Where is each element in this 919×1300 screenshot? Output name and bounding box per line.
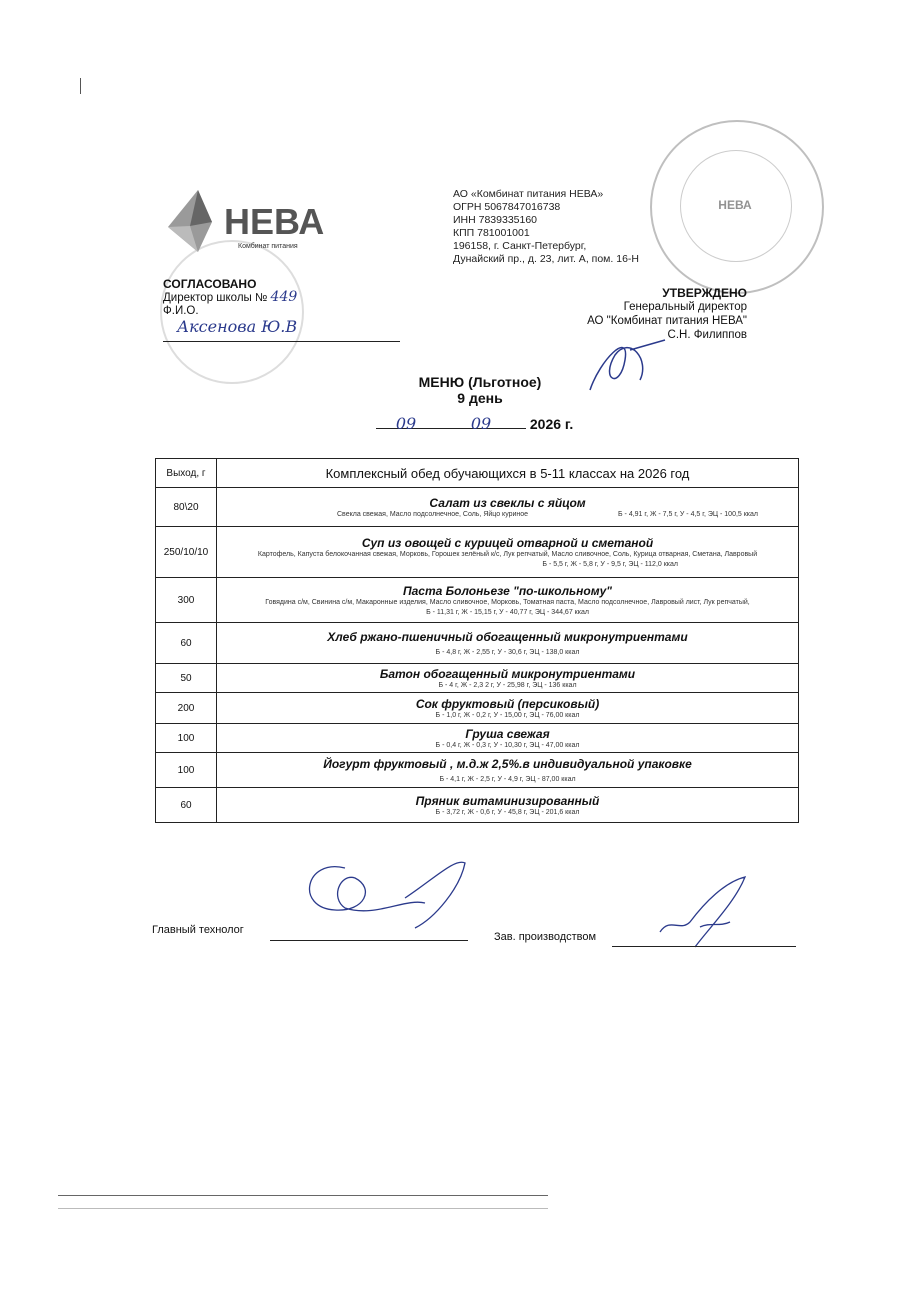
company-line: КПП 781001001 [453,227,530,239]
dish-name: Йогурт фруктовый , м.д.ж 2,5%.в индивидуальной упаковке [323,757,692,771]
menu-title: МЕНЮ (Льготное) [418,374,542,390]
technologist-signature-line [270,940,468,941]
dish-ingredients: Говядина с/м, Свинина с/м, Макаронные изделия, Масло сливочное, Морковь, Томатная паста, Масло подсолнечное, Лавровый лист, Лук репчатый, [265,599,750,606]
school-number: 449 [270,289,298,305]
menu-title-block [380,374,580,406]
row-weight: 60 [156,788,217,823]
dish-name: Батон обогащенный микронутриентами [379,667,636,681]
table-header-row [156,459,799,488]
agreed-director-label: Директор школы № [163,292,268,304]
agreed-fio-label: Ф.И.О. [163,305,199,317]
dish-nutrition: Б - 4,8 г, Ж - 2,55 г, У - 30,6 г, ЭЦ - 138,0 ккал [435,649,580,656]
row-dish [217,623,799,664]
menu-table [155,458,799,823]
menu-day: 9 день [457,390,503,406]
logo-sub-text: Комбинат питания [238,243,298,250]
table-row [156,488,799,527]
footer-rule [58,1195,548,1196]
table-row [156,788,799,823]
row-dish [217,724,799,753]
director-signature [570,320,670,400]
company-line: Дунайский пр., д. 23, лит. А, пом. 16-Н [453,253,639,265]
agreed-signature: Аксенова Ю.В [177,317,298,336]
approved-heading: УТВЕРЖДЕНО [662,286,747,300]
dish-nutrition: Б - 11,31 г, Ж - 15,15 г, У - 40,77 г, ЭЦ - 344,67 ккал [426,609,589,616]
technologist-signature [285,848,485,938]
row-dish [217,693,799,724]
table-row [156,623,799,664]
row-weight: 300 [156,578,217,623]
company-details [453,188,639,266]
row-dish [217,664,799,693]
approved-organization: АО "Комбинат питания НЕВА" [587,315,747,327]
table-row [156,527,799,578]
row-weight: 60 [156,623,217,664]
dish-ingredients: Свекла свежая, Масло подсолнечное, Соль, Яйцо куриное [337,511,529,518]
logo-brand-text: НЕВА [224,201,325,242]
date-year: 2026 г. [529,416,574,432]
dish-nutrition: Б - 0,4 г, Ж - 0,3 г, У - 10,30 г, ЭЦ - 47,00 ккал [435,742,580,749]
row-dish [217,753,799,788]
date-day: 09 [395,414,417,433]
neva-logo [160,182,350,262]
table-row [156,693,799,724]
row-weight: 50 [156,664,217,693]
production-head-signature-line [612,946,796,947]
dish-name: Груша свежая [465,727,550,741]
production-head-label: Зав. производством [494,931,597,943]
dish-nutrition: Б - 1,0 г, Ж - 0,2 г, У - 15,00 г, ЭЦ - 76,00 ккал [435,712,580,719]
agreed-block [163,277,298,336]
row-dish [217,527,799,578]
row-dish [217,578,799,623]
row-dish [217,788,799,823]
table-row [156,664,799,693]
dish-nutrition: Б - 5,5 г, Ж - 5,8 г, У - 9,5 г, ЭЦ - 112,0 ккал [542,561,678,568]
dish-name: Сок фруктовый (персиковый) [415,697,600,711]
weight-column-header: Выход, г [156,459,217,488]
table-row [156,753,799,788]
row-weight: 250/10/10 [156,527,217,578]
table-row [156,724,799,753]
dish-nutrition: Б - 4,1 г, Ж - 2,5 г, У - 4,9 г, ЭЦ - 87,00 ккал [439,776,576,783]
row-weight: 100 [156,753,217,788]
company-line: ИНН 7839335160 [453,214,538,226]
dish-nutrition: Б - 4 г, Ж - 2,3 2 г, У - 25,98 г, ЭЦ - 136 ккал [438,682,577,689]
row-weight: 80\20 [156,488,217,527]
date-month: 09 [470,414,492,433]
technologist-label: Главный технолог [152,924,244,936]
company-line: 196158, г. Санкт-Петербург, [453,240,587,252]
row-weight: 200 [156,693,217,724]
approved-position: Генеральный директор [623,301,747,313]
row-dish [217,488,799,527]
row-weight: 100 [156,724,217,753]
menu-date [376,414,573,432]
footer-rule-faint [58,1208,548,1209]
dish-ingredients: Картофель, Капуста белокочанная свежая, Морковь, Горошек зелёный к/с, Лук репчатый, Масло сливочное, Соль, Курица отварная, Сметана, Лавровый [257,551,758,558]
company-line: АО «Комбинат питания НЕВА» [453,188,604,200]
dish-name: Пряник витаминизированный [415,794,600,808]
dish-name: Салат из свеклы с яйцом [429,496,586,510]
table-title: Комплексный обед обучающихся в 5-11 классах на 2026 год [217,459,799,488]
company-line: ОГРН 5067847016738 [453,201,561,213]
approved-name: С.Н. Филиппов [667,329,747,341]
dish-name: Паста Болоньезе "по-школьному" [403,584,612,598]
dish-name: Суп из овощей с курицей отварной и сметаной [361,536,654,550]
table-row [156,578,799,623]
stamp-brand-text: НЕВА [718,198,752,212]
agreed-signature-line [163,341,400,342]
dish-name: Хлеб ржано-пшеничный обогащенный микронутриентами [327,630,688,644]
dish-nutrition: Б - 4,91 г, Ж - 7,5 г, У - 4,5 г, ЭЦ - 100,5 ккал [618,511,758,518]
agreed-heading: СОГЛАСОВАНО [163,277,257,291]
dish-nutrition: Б - 3,72 г, Ж - 0,6 г, У - 45,8 г, ЭЦ - 201,6 ккал [435,809,580,816]
scan-mark [80,78,81,94]
production-head-signature [650,872,760,952]
